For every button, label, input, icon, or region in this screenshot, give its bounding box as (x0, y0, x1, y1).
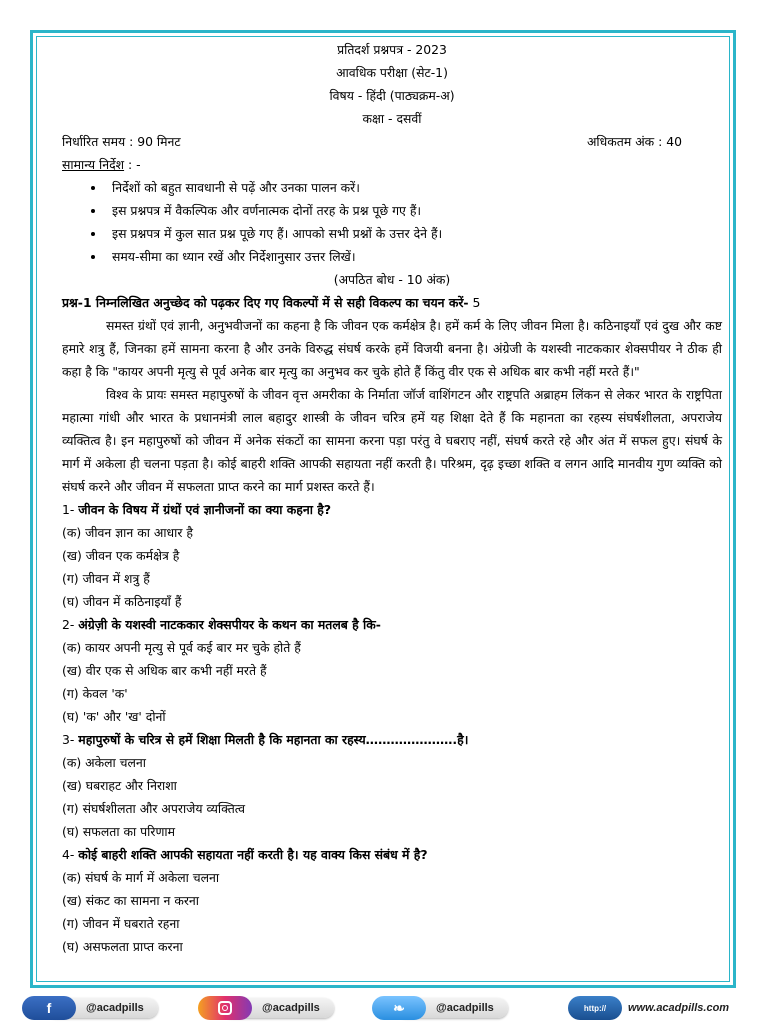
sub-question-2 (62, 613, 722, 636)
question-1-text: प्रश्न-1 निम्नलिखित अनुच्छेद को पढ़कर दिए गए विकल्पों में से सही विकल्प का चयन करें- (62, 295, 469, 310)
passage-paragraph-2: विश्व के प्रायः समस्त महापुरुषों के जीवन वृत्त अमरीका के निर्माता जॉर्ज वाशिंगटन और राष्ट्रपति अब्राहम लिंकन से लेकर भारत के राष्ट्रपिता महात्मा गांधी और भारत के प्रधानमंत्री लाल बहादुर शास्त्री के जीवन चरित्र हमें यह शिक्षा देते हैं कि महानता का रहस्य संघर्षशीलता, अपराजेय व्यक्तित्व है। इन महापुरुषों को जीवन में अनेक संकटों का सामना करना पड़ा परंतु वे घबराए नहीं, संघर्ष करते रहे और अंत में सफल हुए। संघर्ष के मार्ग में अकेला ही चलना पड़ता है। कोई बाहरी शक्ति आपकी सहायता नहीं करती है। परिश्रम, दृढ़ इच्छा शक्ति व लगन आदि मानवीय गुण व्यक्ति को संघर्ष करने और जीवन में सफलता प्राप्त करने का मार्ग प्रशस्त करते हैं। (62, 387, 722, 494)
option: (घ) जीवन में कठिनाइयाँ हैं (62, 594, 182, 609)
option: (ख) संकट का सामना न करना (62, 893, 199, 908)
facebook-handle: @acadpills (46, 998, 158, 1018)
passage-paragraph-1: समस्त ग्रंथों एवं ज्ञानी, अनुभवीजनों का कहना है कि जीवन एक कर्मक्षेत्र है। हमें कर्म के लिए जीवन मिला है। कठिनाइयाँ एवं दुख और कष्ट हमारे शत्रु हैं, जिनका हमें सामना करना है और उनके विरुद्ध संघर्ष करके हमें विजयी बनना है। अंग्रेजी के यशस्वी नाटककार शेक्सपीयर ने ठीक ही कहा है कि "कायर अपनी मृत्यु से पूर्व अनेक बार मृत्यु का अनुभव कर चुके होते हैं किंतु वीर एक से अधिक बार कभी नहीं मरते हैं।" (62, 318, 722, 379)
instructions-heading-suffix: : - (124, 157, 141, 172)
sub-question-text: जीवन के विषय में ग्रंथों एवं ज्ञानीजनों का क्या कहना है? (78, 502, 332, 517)
twitter-icon: ❧ (372, 996, 426, 1020)
time-allowed: निर्धारित समय : 90 मिनट (62, 134, 181, 149)
option: (ख) घबराहट और निराशा (62, 778, 177, 793)
website-link[interactable] (568, 996, 729, 1020)
option: (क) अकेला चलना (62, 755, 147, 770)
twitter-link[interactable] (372, 996, 508, 1020)
sub-question-3 (62, 728, 722, 751)
sub-question-text: अंग्रेज़ी के यशस्वी नाटककार शेक्सपीयर के कथन का मतलब है कि- (78, 617, 381, 632)
sub-question-1 (62, 498, 722, 521)
class-line: कक्षा - दसवीं (362, 111, 422, 126)
option: (क) कायर अपनी मृत्यु से पूर्व कई बार मर चुके होते हैं (62, 640, 301, 655)
section-heading: (अपठित बोध - 10 अंक) (333, 272, 451, 287)
sub-question-4 (62, 843, 722, 866)
question-1 (62, 291, 722, 314)
instagram-link[interactable] (198, 996, 334, 1020)
instruction-item: • इस प्रश्नपत्र में वैकल्पिक और वर्णनात्मक दोनों तरह के प्रश्न पूछे गए हैं। (106, 199, 722, 222)
option: (ग) जीवन में शत्रु हैं (62, 571, 150, 586)
sub-question-number: 2- (62, 617, 79, 632)
time-marks-row (62, 130, 722, 153)
instructions-list (62, 176, 722, 268)
question-1-marks: 5 (468, 295, 481, 310)
sub-question-text: कोई बाहरी शक्ति आपकी सहायता नहीं करती है। यह वाक्य किस संबंध में है? (78, 847, 428, 862)
option: (ख) वीर एक से अधिक बार कभी नहीं मरते हैं (62, 663, 267, 678)
max-marks: अधिकतम अंक : 40 (586, 134, 682, 149)
facebook-icon: f (22, 996, 76, 1020)
option: (ग) जीवन में घबराते रहना (62, 916, 180, 931)
sub-question-number: 4- (62, 847, 79, 862)
instruction-item: • इस प्रश्नपत्र में कुल सात प्रश्न पूछे गए हैं। आपको सभी प्रश्नों के उत्तर देने हैं। (106, 222, 722, 245)
option: (ख) जीवन एक कर्मक्षेत्र है (62, 548, 180, 563)
option: (क) संघर्ष के मार्ग में अकेला चलना (62, 870, 220, 885)
facebook-link[interactable] (22, 996, 158, 1020)
instagram-handle: @acadpills (222, 998, 334, 1018)
option: (ग) संघर्षशीलता और अपराजेय व्यक्तित्व (62, 801, 245, 816)
exam-name: आवधिक परीक्षा (सेट-1) (336, 65, 448, 80)
sub-question-number: 1- (62, 502, 79, 517)
option: (घ) सफलता का परिणाम (62, 824, 176, 839)
instruction-item: • निर्देशों को बहुत सावधानी से पढ़ें और उनका पालन करें। (106, 176, 722, 199)
instructions-heading-text: सामान्य निर्देश (62, 157, 125, 172)
subject-line: विषय - हिंदी (पाठ्यक्रम-अ) (329, 88, 455, 103)
sub-question-number: 3- (62, 732, 79, 747)
instructions-heading (62, 153, 722, 176)
sub-question-text: महापुरुषों के चरित्र से हमें शिक्षा मिलती है कि महानता का रहस्य………………….है। (78, 732, 469, 747)
document-body (62, 38, 722, 958)
option: (क) जीवन ज्ञान का आधार है (62, 525, 193, 540)
paper-title: प्रतिदर्श प्रश्नपत्र - 2023 (337, 42, 447, 57)
website-url: www.acadpills.com (628, 1002, 730, 1014)
option: (घ) असफलता प्राप्त करना (62, 939, 183, 954)
social-footer (0, 990, 768, 1024)
option: (ग) केवल 'क' (62, 686, 128, 701)
twitter-handle: @acadpills (396, 998, 508, 1018)
option: (घ) 'क' और 'ख' दोनों (62, 709, 166, 724)
web-icon: http:// (568, 996, 622, 1020)
instruction-item: • समय-सीमा का ध्यान रखें और निर्देशानुसार उत्तर लिखें। (106, 245, 722, 268)
instagram-icon (198, 996, 252, 1020)
